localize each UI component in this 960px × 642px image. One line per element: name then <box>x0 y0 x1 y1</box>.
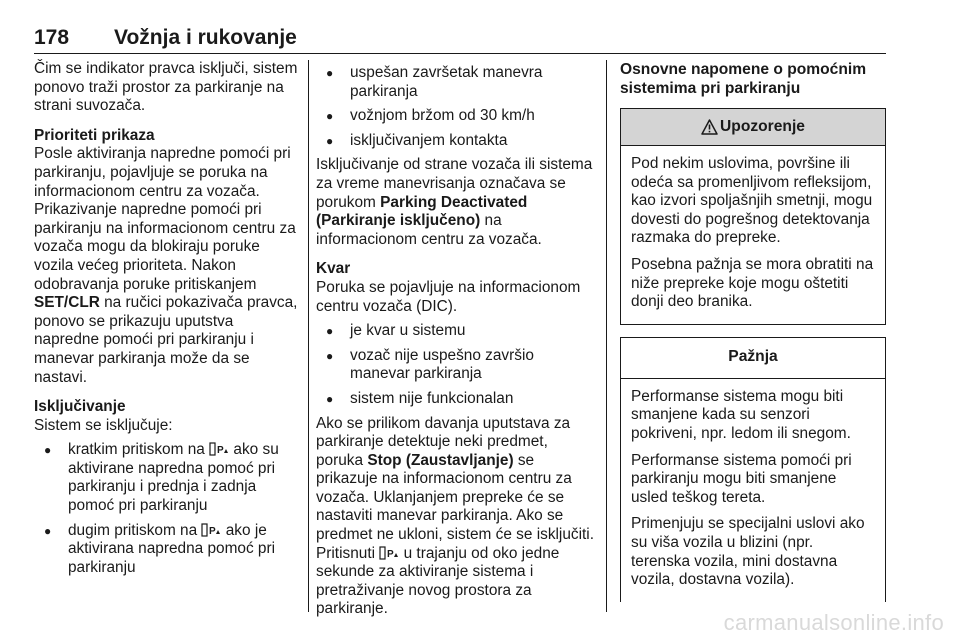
warning-body <box>621 146 885 324</box>
paragraph-text: u trajanju od oko jedne sekunde za aktiviranje sistema i pretraživanje novog prostora za parkiranje. <box>316 544 560 618</box>
stop-message: Stop (Zaustavljanje) <box>367 451 514 469</box>
paragraph-text: na informacionom centru za vozača. <box>316 212 542 248</box>
priority-text-1: Posle aktiviranja napredne pomoći pri parkiranju, pojavljuje se poruka na informacionom centru za vozača. Prikazivanje napredne pomoći pri parkiranju na informacionom centru za vozača mogu da blokiraju poruke vozila većeg prioriteta. Nakon odobravanja poruke pritiskanjem <box>34 145 296 293</box>
list-item: ● vožnjom bržom od 30 km/h <box>316 107 596 126</box>
svg-text:P: P <box>217 445 224 457</box>
fault-heading: Kvar <box>316 260 351 278</box>
warning-triangle-icon <box>701 119 718 135</box>
priority-heading: Prioriteti prikaza <box>34 126 155 144</box>
intro-paragraph: Čim se indikator pravca isključi, sistem ponovo traži prostor za parkiranje na strani suvozača. <box>34 60 298 115</box>
list-item <box>34 441 300 515</box>
parking-assist-icon <box>201 523 221 537</box>
list-item <box>34 522 300 578</box>
section-title: Osnovne napomene o pomoćnim sistemima pri parkiranju <box>620 61 867 97</box>
warning-header <box>621 109 885 146</box>
page-header <box>34 22 886 54</box>
watermark: carmanualsonline.info <box>723 610 944 635</box>
paragraph-text: Ako se prilikom davanja uputstava za parkiranje detektuje neki predmet, poruka <box>316 414 571 469</box>
svg-text:P: P <box>209 525 217 537</box>
fault-text: Poruka se pojavljuje na informacionom centru vozača (DIC). <box>316 278 581 315</box>
column-divider-1 <box>308 60 309 612</box>
column-1 <box>34 60 300 583</box>
obstacle-paragraph <box>316 415 596 620</box>
fault-list <box>316 322 596 408</box>
caution-paragraph: Primenjuju se specijalni uslovi ako su viša vozila u blizini (npr. terenska vozila, mini dostavna vozila, dostavna vozila). <box>631 515 865 589</box>
list-item: ● uspešan završetak manevra parkiranja <box>316 64 596 101</box>
warning-paragraph: Posebna pažnja se mora obratiti na niže prepreke koje mogu oštetiti donji deo branika. <box>631 255 874 311</box>
column-divider-2 <box>606 60 607 612</box>
bullet-text: dugim pritiskom na <box>68 521 198 539</box>
deactivation-reasons-list <box>316 64 596 150</box>
deactivation-list <box>34 441 300 577</box>
column-2 <box>316 60 596 630</box>
deactivation-heading: Isključivanje <box>34 398 126 416</box>
deactivation-text: Sistem se isključuje: <box>34 416 173 434</box>
list-item: ● isključivanjem kontakta <box>316 132 596 151</box>
bullet-text: ako su aktivirane napredna pomoć pri parkiranju i prednja i zadnja pomoć pri parkiranju <box>68 441 279 515</box>
warning-label: Upozorenje <box>720 117 805 135</box>
set-clr-key: SET/CLR <box>34 294 100 312</box>
caution-body <box>621 379 885 602</box>
parking-deactivated-message: Parking Deactivated (Parkiranje isključeno) <box>316 193 528 230</box>
parking-assist-icon <box>379 546 399 560</box>
caution-header <box>621 338 885 379</box>
chapter-title: Vožnja i rukovanje <box>114 26 297 49</box>
column-3 <box>620 60 886 602</box>
caution-paragraph: Performanse sistema pomoći pri parkiranju mogu biti smanjene usled teškog tereta. <box>631 451 852 506</box>
priority-paragraph <box>34 145 300 387</box>
parking-assist-icon <box>209 442 229 456</box>
priority-text-2: na ručici pokazivača pravca, ponovo se prikazuju uputstva napredne pomoći pri parkiranju i manevar parkiranja može da se nastavi. <box>34 294 298 386</box>
list-item: ● vozač nije uspešno završio manevar parkiranja <box>316 347 596 384</box>
page-number: 178 <box>34 26 70 49</box>
list-item: ● sistem nije funkcionalan <box>316 390 596 409</box>
bullet-text: kratkim pritiskom na <box>68 441 205 459</box>
driver-deactivation-paragraph <box>316 156 596 249</box>
caution-paragraph: Performanse sistema mogu biti smanjene kada su senzori pokriveni, npr. ledom ili snegom. <box>631 387 851 442</box>
warning-box <box>620 108 886 325</box>
bullet-text: ako je aktivirana napredna pomoć pri parkiranju <box>68 521 276 576</box>
paragraph-text: Isključivanje od strane vozača ili sistema za vreme manevrisanja označava se porukom <box>316 156 593 211</box>
warning-paragraph: Pod nekim uslovima, površine ili odeća sa promenljivom refleksijom, kao izvori spoljašnjih smetnji, mogu dovesti do pogrešnog detektovanja razmaka do prepreke. <box>631 155 873 247</box>
svg-text:P: P <box>387 548 394 560</box>
caution-label: Pažnja <box>728 348 778 366</box>
caution-box <box>620 337 886 602</box>
list-item: ● je kvar u sistemu <box>316 322 596 341</box>
paragraph-text: se prikazuje na informacionom centru za vozača. Uklanjanjem prepreke će se nastaviti manevar parkiranja. Ako se predmet ne ukloni, sistem će se isključiti. Pritisnuti <box>316 451 594 562</box>
